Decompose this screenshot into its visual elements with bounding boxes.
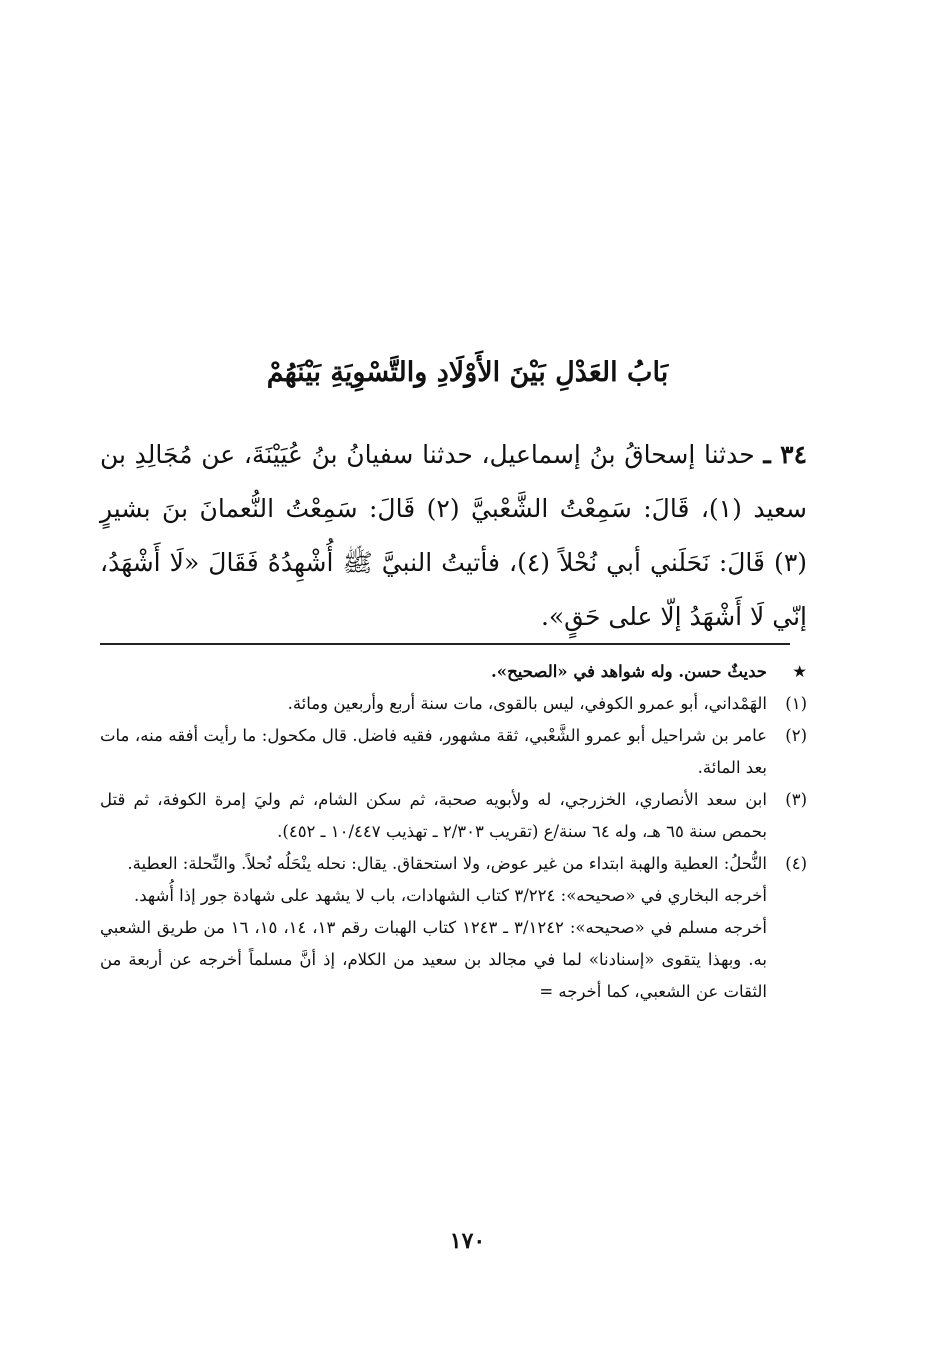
footnote-marker: (١): [785, 694, 807, 713]
footnote-star: [100, 656, 807, 688]
footnote-divider: [100, 643, 790, 645]
star-marker: ★: [792, 662, 807, 681]
footnote-marker: (٢): [785, 726, 807, 745]
footnote-text: ابن سعد الأنصاري، الخزرجي، له ولأبويه صحبة، ثم سكن الشام، ثم وليَ إمرة الكوفة، ثم قتل بحمص سنة ٦٥ هـ، وله ٦٤ سنة/ع (تقريب ٢/٣٠٣ ـ تهذيب ١٠/٤٤٧ ـ ٤٥٢).: [100, 790, 767, 841]
footnote-text: الهَمْداني، أبو عمرو الكوفي، ليس بالقوى، مات سنة أربع وأربعين ومائة.: [287, 694, 767, 713]
hadith-number: ٣٤ ـ: [763, 440, 808, 469]
footnote-1: [100, 688, 807, 720]
hadith-text: حدثنا إسحاقُ بنُ إسماعيل، حدثنا سفيانُ بنُ عُيَيْنَةَ، عن مُجَالِدِ بن سعيد (١)، قَالَ: سَمِعْتُ الشَّعْبيَّ (٢) قَالَ: سَمِعْتُ النُّعمانَ بنَ بشيرٍ (٣) قَالَ: نَحَلَني أبي نُحْلاً (٤)، فأتيتُ النبيَّ ﷺ أُشْهِدُهُ فَقَالَ «لَا أَشْهَدُ، إنّي لَا أَشْهَدُ إلّا على حَقٍ».: [100, 440, 808, 631]
footnote-2: [100, 720, 807, 784]
page-number: ١٧٠: [449, 1228, 486, 1254]
footnote-marker: (٣): [785, 790, 807, 809]
footnote-text: النُّحلُ: العطية والهبة ابتداء من غير عوض، ولا استحقاق. يقال: نحله ينْحَلُه نُحلاً. والنِّحلة: العطية.: [127, 854, 767, 873]
footnote-text: عامر بن شراحيل أبو عمرو الشَّعْبي، ثقة مشهور، فقيه فاضل. قال مكحول: ما رأيت أفقه منه، مات بعد المائة.: [100, 726, 767, 777]
chapter-title: بَابُ العَدْلِ بَيْنَ الأَوْلَادِ والتَّسْوِيَةِ بَيْنَهُمْ: [266, 357, 669, 388]
takhrij-bukhari: أخرجه البخاري في «صحيحه»: ٣/٢٢٤ كتاب الشهادات، باب لا يشهد على شهادة جور إذا أُشهد.: [134, 886, 767, 905]
hadith-paragraph: [100, 428, 807, 644]
footnote-4: [100, 848, 807, 880]
footnotes: [100, 656, 807, 1008]
footnote-3: [100, 784, 807, 848]
footnote-star-text: حديثٌ حسن. وله شواهد في «الصحيح».: [491, 662, 767, 681]
footnote-marker: (٤): [785, 854, 807, 873]
takhrij-muslim: أخرجه مسلم في «صحيحه»: ٣/١٢٤٢ ـ ١٢٤٣ كتاب الهبات رقم ١٣، ١٤، ١٥، ١٦ من طريق الشعبي به. وبهذا يتقوى «إسنادنا» لما في مجالد بن سعيد من الكلام، إذ أنَّ مسلماً أخرجه عن أربعة من الثقات عن الشعبي، كما أخرجه =: [100, 918, 767, 1001]
